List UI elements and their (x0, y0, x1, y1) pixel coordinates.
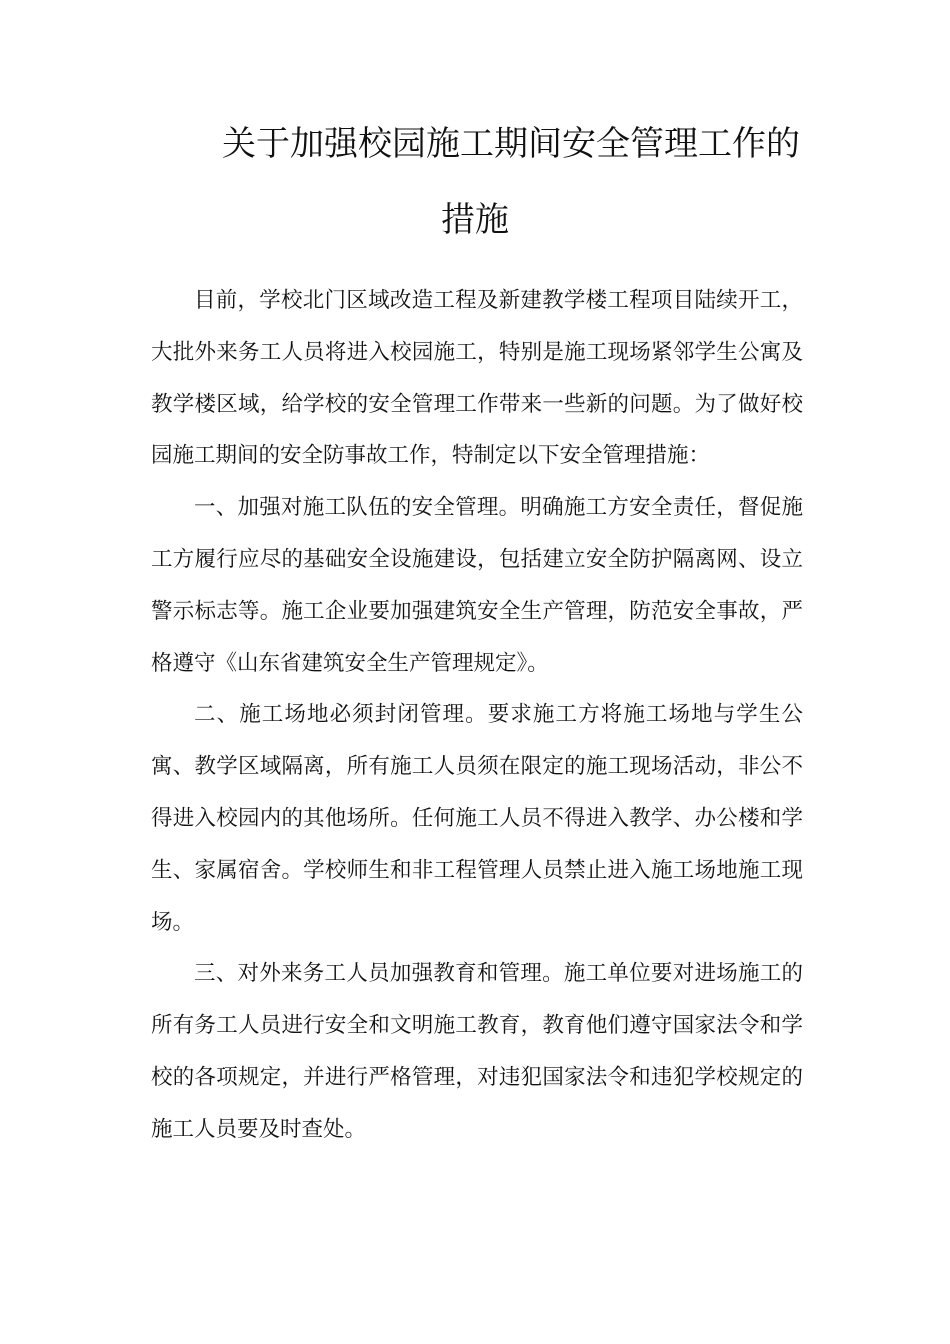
paragraph-measure-2: 二、施工场地必须封闭管理。要求施工方将施工场地与学生公寓、教学区域隔离，所有施工人员须在限定的施工现场活动，非公不得进入校园内的其他场所。任何施工人员不得进入教学、办公楼和学生、家属宿舍。学校师生和非工程管理人员禁止进入施工场地施工现场。 (151, 702, 803, 935)
paragraph-measure-1: 一、加强对施工队伍的安全管理。明确施工方安全责任，督促施工方履行应尽的基础安全设施建设，包括建立安全防护隔离网、设立警示标志等。施工企业要加强建筑安全生产管理，防范安全事故，严格遵守《山东省建筑安全生产管理规定》。 (151, 495, 803, 676)
document-body (151, 275, 803, 1156)
paragraph-intro: 目前，学校北门区域改造工程及新建教学楼工程项目陆续开工，大批外来务工人员将进入校园施工，特别是施工现场紧邻学生公寓及教学楼区域，给学校的安全管理工作带来一些新的问题。为了做好校园施工期间的安全防事故工作，特制定以下安全管理措施： (151, 288, 803, 469)
paragraph-measure-3: 三、对外来务工人员加强教育和管理。施工单位要对进场施工的所有务工人员进行安全和文明施工教育，教育他们遵守国家法令和学校的各项规定，并进行严格管理，对违犯国家法令和违犯学校规定的施工人员要及时查处。 (151, 961, 803, 1142)
document-title-line-1: 关于加强校园施工期间安全管理工作的 (222, 124, 800, 164)
document-title-line-2: 措施 (441, 200, 509, 240)
